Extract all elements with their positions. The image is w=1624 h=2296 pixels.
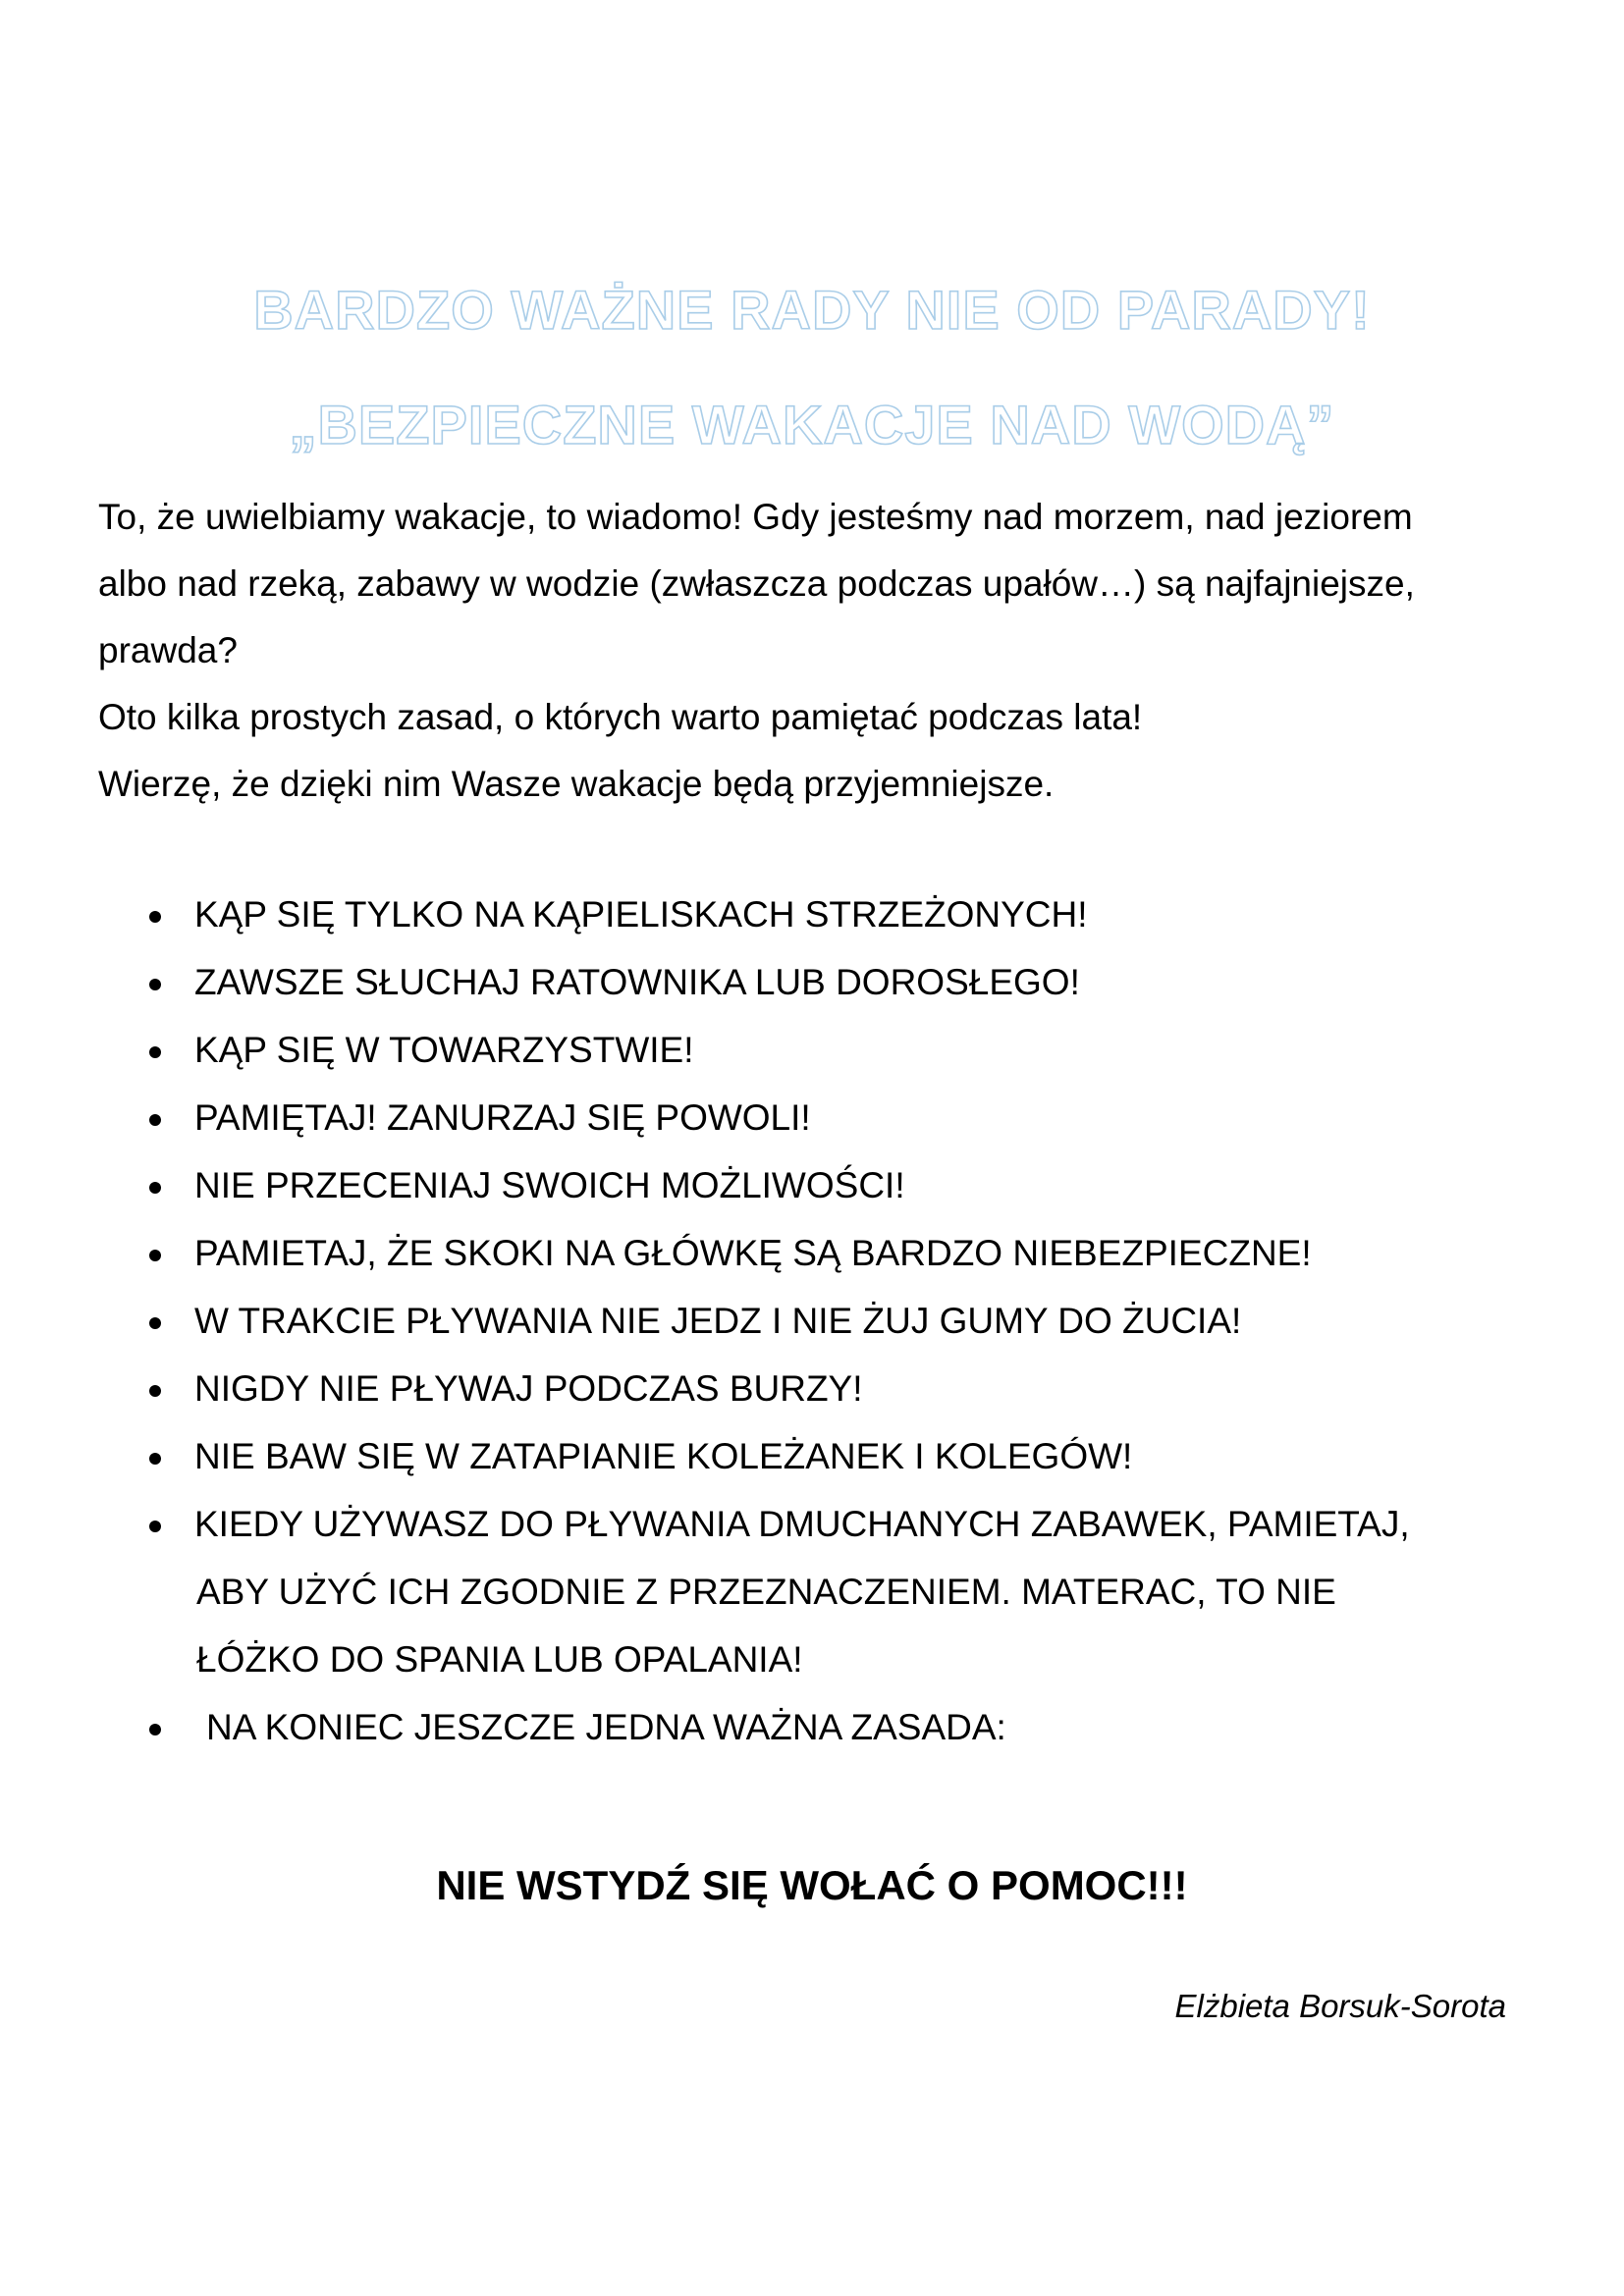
list-item xyxy=(98,1016,1542,1084)
list-item xyxy=(98,1151,1542,1219)
list-item xyxy=(98,1219,1542,1287)
document-title: BARDZO WAŻNE RADY NIE OD PARADY! xyxy=(253,279,1371,341)
rule-text-continuation: ŁÓŻKO DO SPANIA LUB OPALANIA! xyxy=(196,1639,803,1680)
closing-message: NIE WSTYDŹ SIĘ WOŁAĆ O POMOC!!! xyxy=(436,1862,1188,1908)
intro-line: prawda? xyxy=(98,630,238,670)
list-item xyxy=(98,1355,1542,1422)
rule-text: ZAWSZE SŁUCHAJ RATOWNIKA LUB DOROSŁEGO! xyxy=(194,962,1080,1002)
intro-paragraph xyxy=(98,484,1532,818)
intro-line: To, że uwielbiamy wakacje, to wiadomo! Gdy jesteśmy nad morzem, nad jeziorem xyxy=(98,497,1413,537)
list-item xyxy=(98,1287,1542,1355)
list-item xyxy=(98,881,1542,948)
bullet-dot-icon xyxy=(145,881,165,948)
rule-text: NIE BAW SIĘ W ZATAPIANIE KOLEŻANEK I KOLEGÓW! xyxy=(194,1436,1133,1476)
rule-text-continuation: ABY UŻYĆ ICH ZGODNIE Z PRZEZNACZENIEM. MATERAC, TO NIE xyxy=(196,1572,1336,1612)
rule-text: PAMIĘTAJ! ZANURZAJ SIĘ POWOLI! xyxy=(194,1097,811,1138)
bullet-dot-icon xyxy=(145,1422,165,1490)
bullet-dot-icon xyxy=(145,1219,165,1287)
bullet-dot-icon xyxy=(145,1490,165,1558)
bullet-dot-icon xyxy=(145,1016,165,1084)
bullet-dot-icon xyxy=(145,948,165,1016)
list-item xyxy=(98,948,1542,1016)
list-item xyxy=(98,1693,1542,1761)
bullet-dot-icon xyxy=(145,1151,165,1219)
rule-text: NIE PRZECENIAJ SWOICH MOŻLIWOŚCI! xyxy=(194,1165,905,1205)
rules-list xyxy=(98,881,1542,1761)
rule-text: KIEDY UŻYWASZ DO PŁYWANIA DMUCHANYCH ZABAWEK, PAMIETAJ, xyxy=(194,1504,1410,1544)
bullet-dot-icon xyxy=(145,1084,165,1151)
document-subtitle: „BEZPIECZNE WAKACJE NAD WODĄ” xyxy=(289,394,1335,455)
bullet-dot-icon xyxy=(145,1287,165,1355)
intro-line: Oto kilka prostych zasad, o których warto pamiętać podczas lata! xyxy=(98,697,1143,737)
rule-text: KĄP SIĘ W TOWARZYSTWIE! xyxy=(194,1030,694,1070)
rule-text: KĄP SIĘ TYLKO NA KĄPIELISKACH STRZEŻONYCH! xyxy=(194,894,1088,934)
list-item xyxy=(98,1422,1542,1490)
author-signature: Elżbieta Borsuk-Sorota xyxy=(1174,1988,1506,2024)
rule-text: NIGDY NIE PŁYWAJ PODCZAS BURZY! xyxy=(194,1368,863,1409)
list-item xyxy=(98,1490,1542,1693)
rule-text: NA KONIEC JESZCZE JEDNA WAŻNA ZASADA: xyxy=(206,1707,1006,1747)
rule-text: PAMIETAJ, ŻE SKOKI NA GŁÓWKĘ SĄ BARDZO NIEBEZPIECZNE! xyxy=(194,1233,1312,1273)
intro-line: Wierzę, że dzięki nim Wasze wakacje będą przyjemniejsze. xyxy=(98,764,1055,804)
bullet-dot-icon xyxy=(145,1693,165,1761)
rule-text: W TRAKCIE PŁYWANIA NIE JEDZ I NIE ŻUJ GUMY DO ŻUCIA! xyxy=(194,1301,1242,1341)
bullet-dot-icon xyxy=(145,1355,165,1422)
intro-line: albo nad rzeką, zabawy w wodzie (zwłaszcza podczas upałów…) są najfajniejsze, xyxy=(98,563,1415,604)
list-item xyxy=(98,1084,1542,1151)
